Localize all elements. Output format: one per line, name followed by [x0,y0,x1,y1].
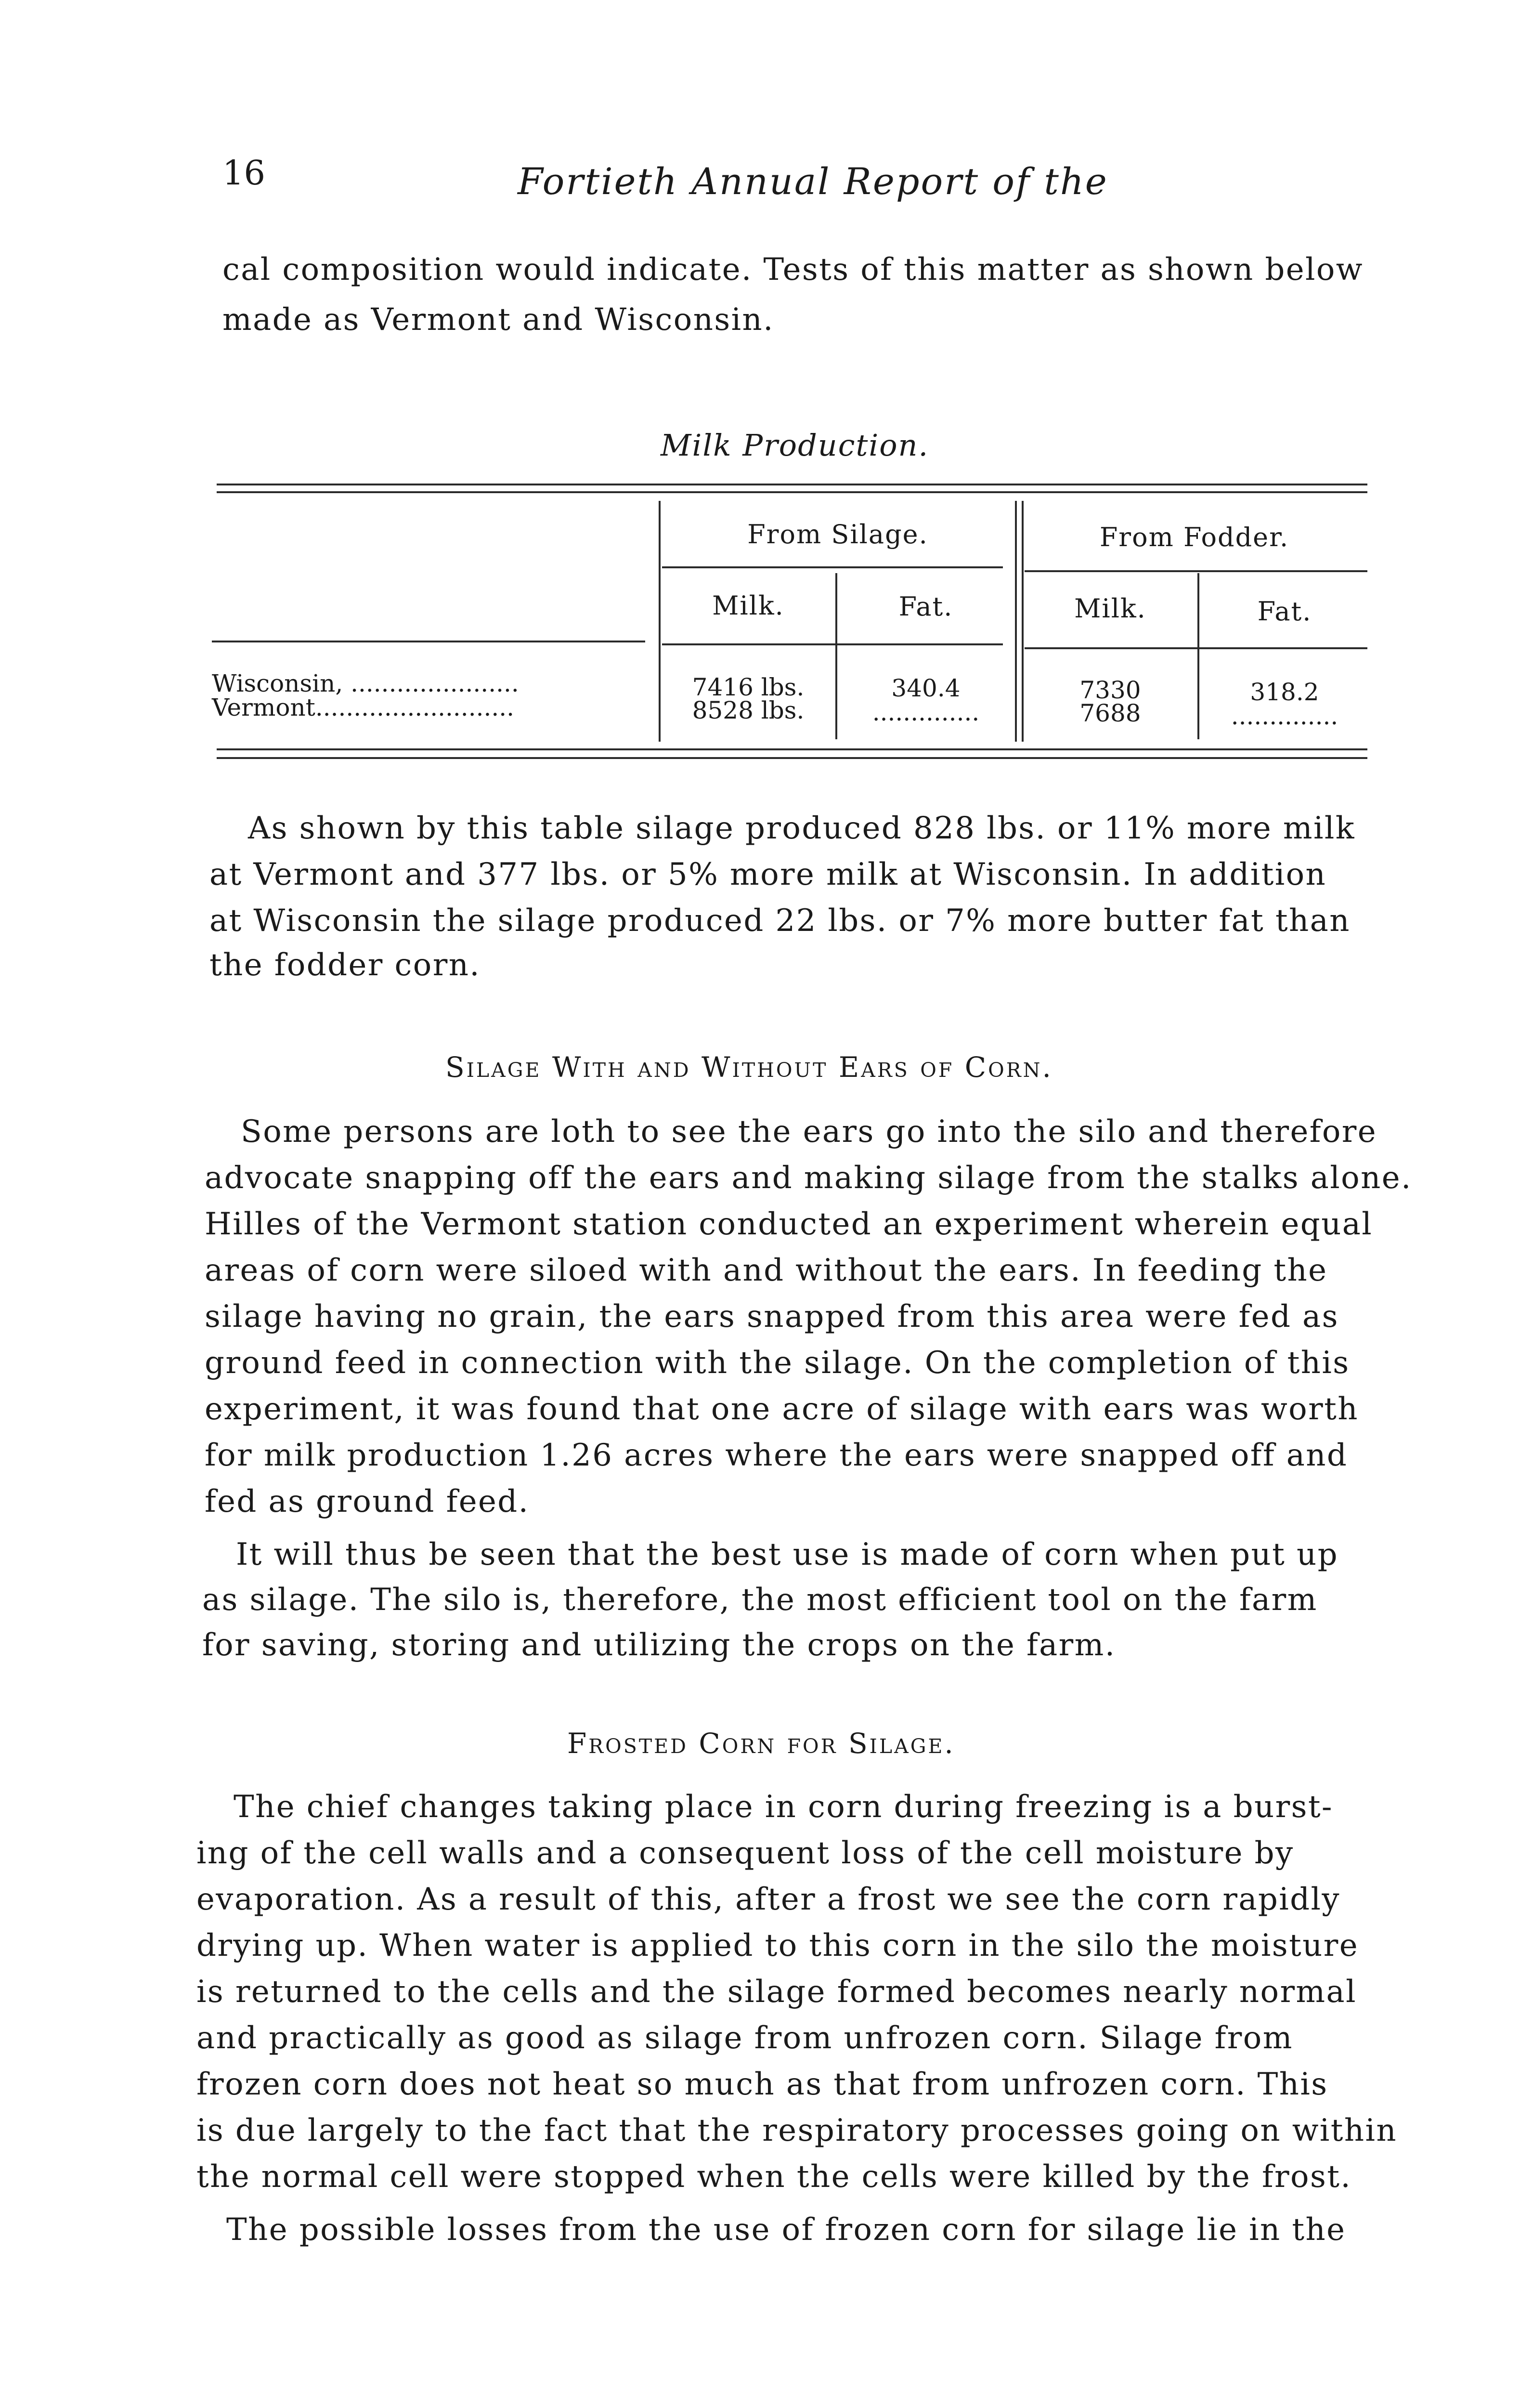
table-vrule-label [659,501,661,742]
cell-silage-fat: 340.4 [891,674,961,702]
intro-line-1: cal composition would indicate. Tests of this matter as shown below [222,252,1364,288]
s2p1-line-8: is due largely to the fact that the respiratory processes going on within [196,2113,1397,2148]
group-rule-silage [662,566,1003,568]
s1p2-line-2: as silage. The silo is, therefore, the most efficient tool on the farm [202,1582,1318,1618]
subheader-fodder-milk: Milk. [1074,593,1146,624]
cell-fodder-fat: .............. [1231,702,1338,730]
table-bottom-rule-inner [217,757,1367,759]
s1p1-line-6: ground feed in connection with the silage. On the completion of this [205,1345,1350,1381]
s2p1-line-7: frozen corn does not heat so much as that from unfrozen corn. This [196,2067,1328,2102]
table-vrule-group-a [1015,501,1017,742]
header-rule-fodder [1025,647,1367,649]
table-top-rule [217,484,1367,485]
cell-fodder-fat: 318.2 [1250,678,1319,706]
s1p2-line-1: It will thus be seen that the best use is made of corn when put up [236,1537,1338,1572]
s2p1-line-6: and practically as good as silage from unfrozen corn. Silage from [196,2020,1293,2056]
cell-silage-fat: .............. [872,698,980,726]
table-top-rule-inner [217,491,1367,493]
s2p1-line-3: evaporation. As a result of this, after a frost we see the corn rapidly [196,1882,1340,1917]
group-header-fodder: From Fodder. [1099,522,1289,552]
header-rule-silage [662,643,1003,645]
s1p2-line-3: for saving, storing and utilizing the crops on the farm. [202,1627,1116,1663]
s1p1-line-2: advocate snapping off the ears and making silage from the stalks alone. [205,1160,1412,1196]
table-vrule-group-b [1022,501,1024,742]
s2p1-line-9: the normal cell were stopped when the cells were killed by the frost. [196,2159,1352,2195]
subheader-fodder-fat: Fat. [1257,596,1312,627]
s1p1-line-4: areas of corn were siloed with and without the ears. In feeding the [205,1253,1328,1288]
row-label: Vermont.......................... [212,694,515,721]
summary-line-4: the fodder corn. [209,947,481,983]
group-header-silage: From Silage. [747,519,928,550]
s1p1-line-9: fed as ground feed. [205,1484,530,1519]
page-number: 16 [222,153,266,193]
section-heading-frosted: Frosted Corn for Silage. [567,1727,955,1760]
group-rule-fodder [1025,570,1367,572]
subheader-silage-fat: Fat. [898,591,953,622]
s2p1-line-1: The chief changes taking place in corn during freezing is a burst- [234,1789,1333,1825]
table-caption: Milk Production. [661,428,929,463]
cell-fodder-milk: 7330 [1079,676,1141,704]
summary-line-2: at Vermont and 377 lbs. or 5% more milk at Wisconsin. In addition [209,857,1327,892]
s1p1-line-7: experiment, it was found that one acre of silage with ears was worth [205,1391,1359,1427]
cell-silage-milk: 8528 lbs. [692,696,805,724]
s2p1-line-4: drying up. When water is applied to this corn in the silo the moisture [196,1928,1359,1963]
summary-line-3: at Wisconsin the silage produced 22 lbs. or 7% more butter fat than [209,903,1351,939]
s1p1-line-8: for milk production 1.26 acres where the ears were snapped off and [205,1438,1348,1473]
table-vrule-fodder [1197,573,1199,739]
subheader-silage-milk: Milk. [712,590,784,621]
running-title: Fortieth Annual Report of the [518,160,1108,203]
stub-rule [212,641,645,642]
table-vrule-silage [835,573,837,739]
s2p1-line-5: is returned to the cells and the silage formed becomes nearly normal [196,1974,1357,2010]
summary-line-1: As shown by this table silage produced 828 lbs. or 11% more milk [248,811,1355,846]
s1p1-line-1: Some persons are loth to see the ears go into the silo and therefore [241,1114,1377,1150]
section-heading-ears: Silage With and Without Ears of Corn. [445,1051,1053,1084]
s1p1-line-5: silage having no grain, the ears snapped from this area were fed as [205,1299,1339,1335]
table-bottom-rule [217,748,1367,750]
s1p1-line-3: Hilles of the Vermont station conducted an experiment wherein equal [205,1206,1373,1242]
s2p1-line-2: ing of the cell walls and a consequent loss of the cell moisture by [196,1835,1294,1871]
cell-fodder-milk: 7688 [1079,699,1141,727]
row-label: Wisconsin, ...................... [212,669,519,697]
cell-silage-milk: 7416 lbs. [692,673,805,701]
s2p2-line-1: The possible losses from the use of frozen corn for silage lie in the [226,2212,1346,2248]
intro-line-2: made as Vermont and Wisconsin. [222,302,774,338]
